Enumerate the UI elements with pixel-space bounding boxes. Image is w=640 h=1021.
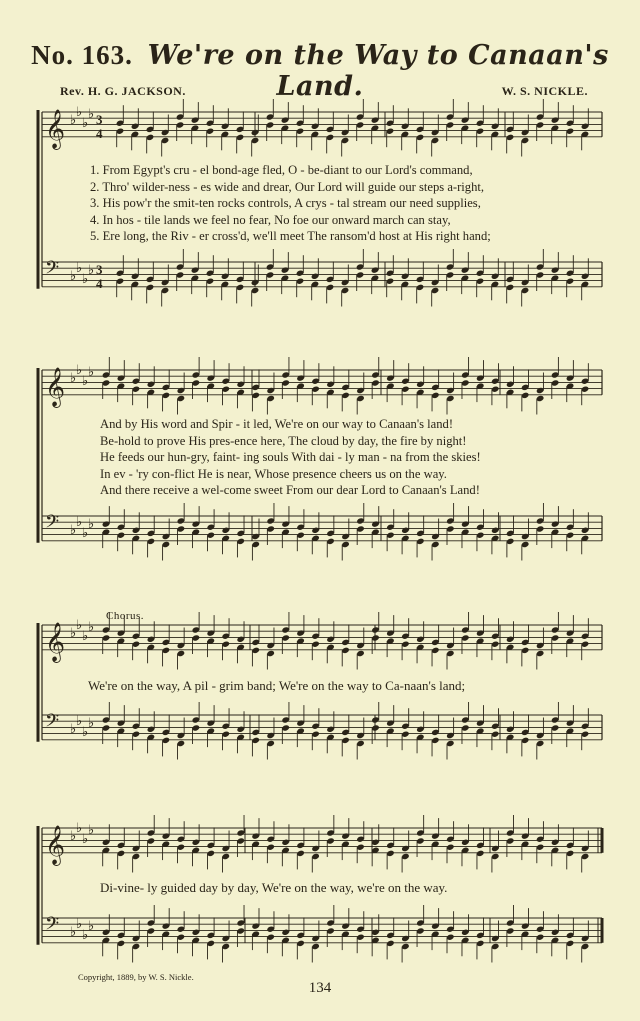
chorus-lyrics-line2: Di-vine- ly guided day by day, We're on the way, we're on the way. bbox=[100, 880, 448, 895]
chorus-lyrics-line1: We're on the way, A pil - grim band; We're on the way to Ca-naan's land; bbox=[88, 678, 466, 693]
time-signature: 3 bbox=[96, 112, 103, 127]
flat-icon: ♭ bbox=[82, 831, 89, 846]
bass-clef-icon: 𝄢 bbox=[45, 711, 60, 736]
flat-icon: ♭ bbox=[88, 715, 95, 730]
verse-lyrics-part1 bbox=[90, 162, 491, 245]
flat-icon: ♭ bbox=[82, 724, 89, 739]
flat-icon: ♭ bbox=[76, 916, 83, 931]
verse-line: He feeds our hun-gry, faint- ing souls With dai - ly man - na from the skies! bbox=[100, 450, 481, 464]
flat-icon: ♭ bbox=[88, 619, 95, 634]
flat-icon: ♭ bbox=[88, 516, 95, 531]
verse-line: And there receive a wel-come sweet From our dear Lord to Canaan's Land! bbox=[100, 483, 480, 497]
flat-icon: ♭ bbox=[76, 617, 83, 632]
time-signature: 4 bbox=[96, 125, 103, 141]
flat-icon: ♭ bbox=[76, 713, 83, 728]
flat-icon: ♭ bbox=[76, 514, 83, 529]
flat-icon: ♭ bbox=[82, 271, 89, 286]
flat-icon: ♭ bbox=[88, 364, 95, 379]
bass-clef-icon: 𝄢 bbox=[45, 258, 60, 283]
time-signature: 4 bbox=[96, 275, 103, 291]
flat-icon: ♭ bbox=[70, 924, 77, 939]
flat-icon: ♭ bbox=[70, 112, 77, 127]
flat-icon: ♭ bbox=[76, 362, 83, 377]
flat-icon: ♭ bbox=[70, 721, 77, 736]
flat-icon: ♭ bbox=[70, 625, 77, 640]
verse-lyrics-part2 bbox=[100, 416, 481, 499]
copyright-notice: Copyright, 1889, by W. S. Nickle. bbox=[78, 972, 194, 982]
verse-line: Be-hold to prove His pres-ence here, The cloud by day, the fire by night! bbox=[100, 433, 467, 448]
treble-clef-icon: 𝄞 bbox=[45, 108, 66, 149]
bass-clef-icon: 𝄢 bbox=[45, 512, 60, 537]
treble-clef-icon: 𝄞 bbox=[45, 366, 66, 407]
chorus-label: Chorus. bbox=[106, 610, 145, 622]
flat-icon: ♭ bbox=[70, 828, 77, 843]
time-signature: 3 bbox=[96, 262, 103, 277]
flat-icon: ♭ bbox=[76, 104, 83, 119]
flat-icon: ♭ bbox=[88, 262, 95, 277]
flat-icon: ♭ bbox=[82, 927, 89, 942]
verse-line: 2. Thro' wilder-ness - es wide and drear, Our Lord will guide our steps a-right, bbox=[90, 179, 485, 194]
flat-icon: ♭ bbox=[82, 373, 89, 388]
treble-clef-icon: 𝄞 bbox=[45, 824, 66, 865]
flat-icon: ♭ bbox=[82, 525, 89, 540]
verse-line: 5. Ere long, the Riv - er cross'd, we'll meet The ransom'd host at His right hand; bbox=[90, 229, 491, 243]
verse-line: 4. In hos - tile lands we feel no fear, No foe our onward march can stay, bbox=[90, 212, 451, 227]
verse-line: 3. His pow'r the smit-ten rocks controls, A crys - tal stream our need supplies, bbox=[90, 196, 481, 210]
flat-icon: ♭ bbox=[88, 822, 95, 837]
page-number: 134 bbox=[308, 980, 332, 996]
verse-line: In ev - 'ry con-flict He is near, Whose presence cheers us on the way. bbox=[100, 466, 447, 481]
verse-line: 1. From Egypt's cru - el bond-age fled, O - be-diant to our Lord's command, bbox=[90, 163, 473, 177]
treble-clef-icon: 𝄞 bbox=[45, 621, 66, 662]
lyricist-credit: Rev. H. G. JACKSON. bbox=[60, 84, 186, 98]
flat-icon: ♭ bbox=[88, 918, 95, 933]
flat-icon: ♭ bbox=[70, 522, 77, 537]
hymn-number: No. 163. bbox=[31, 40, 133, 70]
composer-credit: W. S. NICKLE. bbox=[501, 84, 588, 98]
flat-icon: ♭ bbox=[70, 370, 77, 385]
flat-icon: ♭ bbox=[76, 820, 83, 835]
flat-icon: ♭ bbox=[76, 260, 83, 275]
flat-icon: ♭ bbox=[82, 115, 89, 130]
flat-icon: ♭ bbox=[88, 106, 95, 121]
hymn-name: We're on the Way to Canaan's Land. bbox=[147, 40, 609, 102]
flat-icon: ♭ bbox=[82, 628, 89, 643]
flat-icon: ♭ bbox=[70, 268, 77, 283]
verse-line: And by His word and Spir - it led, We're on our way to Canaan's land! bbox=[100, 417, 454, 431]
bass-clef-icon: 𝄢 bbox=[45, 914, 60, 939]
